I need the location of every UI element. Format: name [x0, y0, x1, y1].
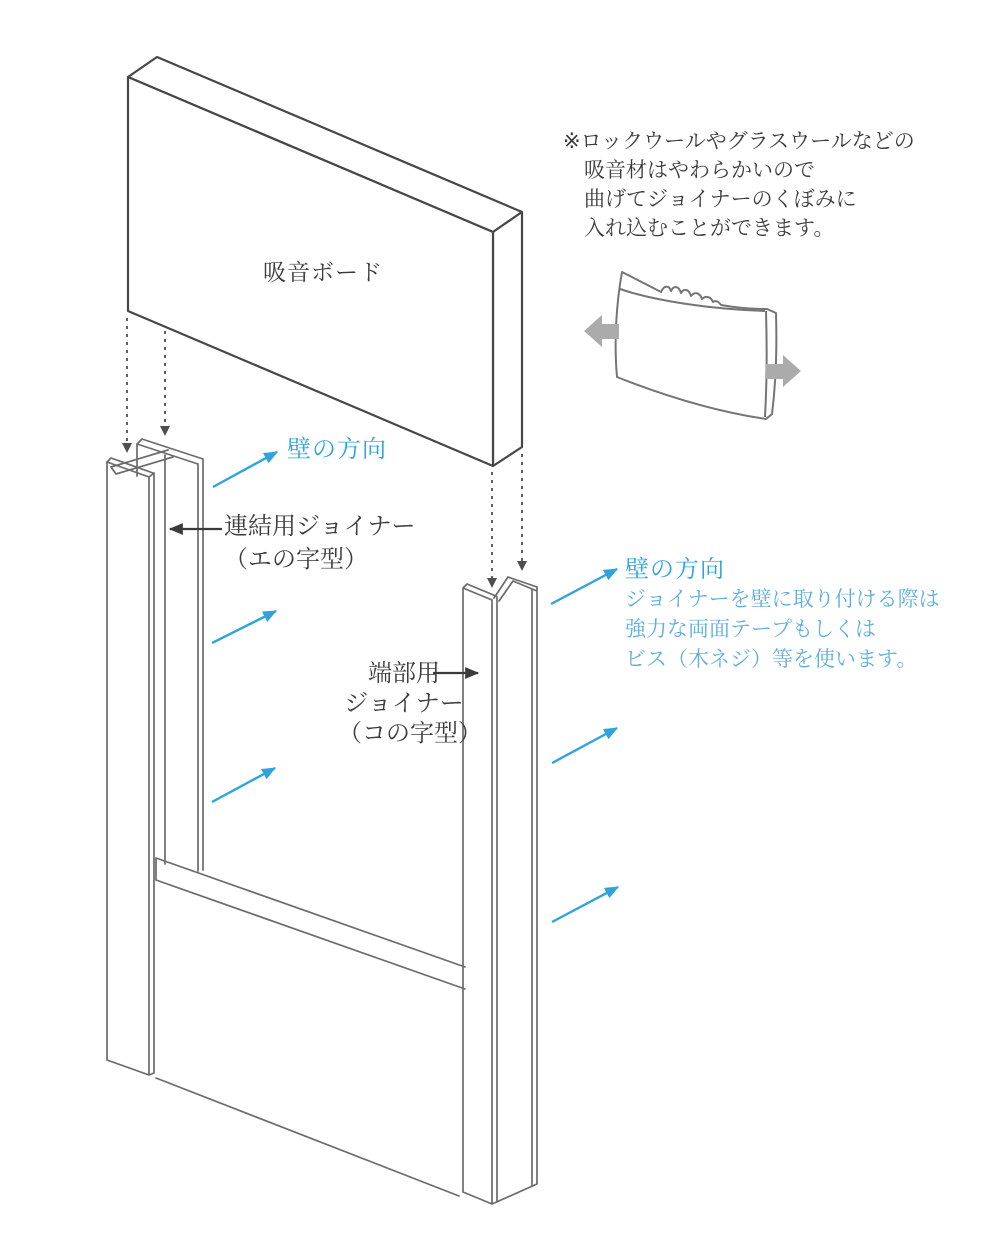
link-joiner-shape — [107, 439, 203, 1075]
softness-note-line: 入れ込むことができます。 — [584, 216, 835, 240]
end-joiner-label-line2: ジョイナー — [344, 689, 464, 717]
bent-absorber-shape — [616, 272, 777, 419]
lower-board-shape — [156, 858, 465, 1196]
mounting-note-line: ビス（木ネジ）等を使います。 — [625, 647, 918, 671]
softness-note-line: 吸音材はやわらかいので — [584, 158, 815, 182]
mounting-note — [625, 584, 940, 674]
mounting-note-line: 強力な両面テープもしくは — [625, 617, 876, 641]
link-joiner-label — [224, 510, 416, 576]
softness-note-line: 曲げてジョイナーのくぼみに — [584, 187, 857, 211]
link-joiner-label-line1: 連結用ジョイナー — [224, 512, 416, 540]
wall-direction-label-left: 壁の方向 — [287, 435, 387, 463]
end-joiner-shape — [463, 577, 537, 1204]
softness-note — [563, 127, 915, 243]
softness-note-line: ※ロックウールやグラスウールなどの — [563, 129, 915, 153]
end-joiner-label-line3: （コの字型） — [338, 719, 482, 747]
link-joiner-label-line2: （エの字型） — [224, 545, 368, 573]
end-joiner-label-line1: 端部用 — [368, 659, 440, 687]
absorber-board-label: 吸音ボード — [263, 260, 383, 286]
flex-arrow-left-icon — [584, 315, 619, 347]
mounting-note-line: ジョイナーを壁に取り付ける際は — [625, 587, 940, 611]
wall-direction-label-right: 壁の方向 — [625, 555, 725, 583]
end-joiner-label — [338, 658, 482, 748]
